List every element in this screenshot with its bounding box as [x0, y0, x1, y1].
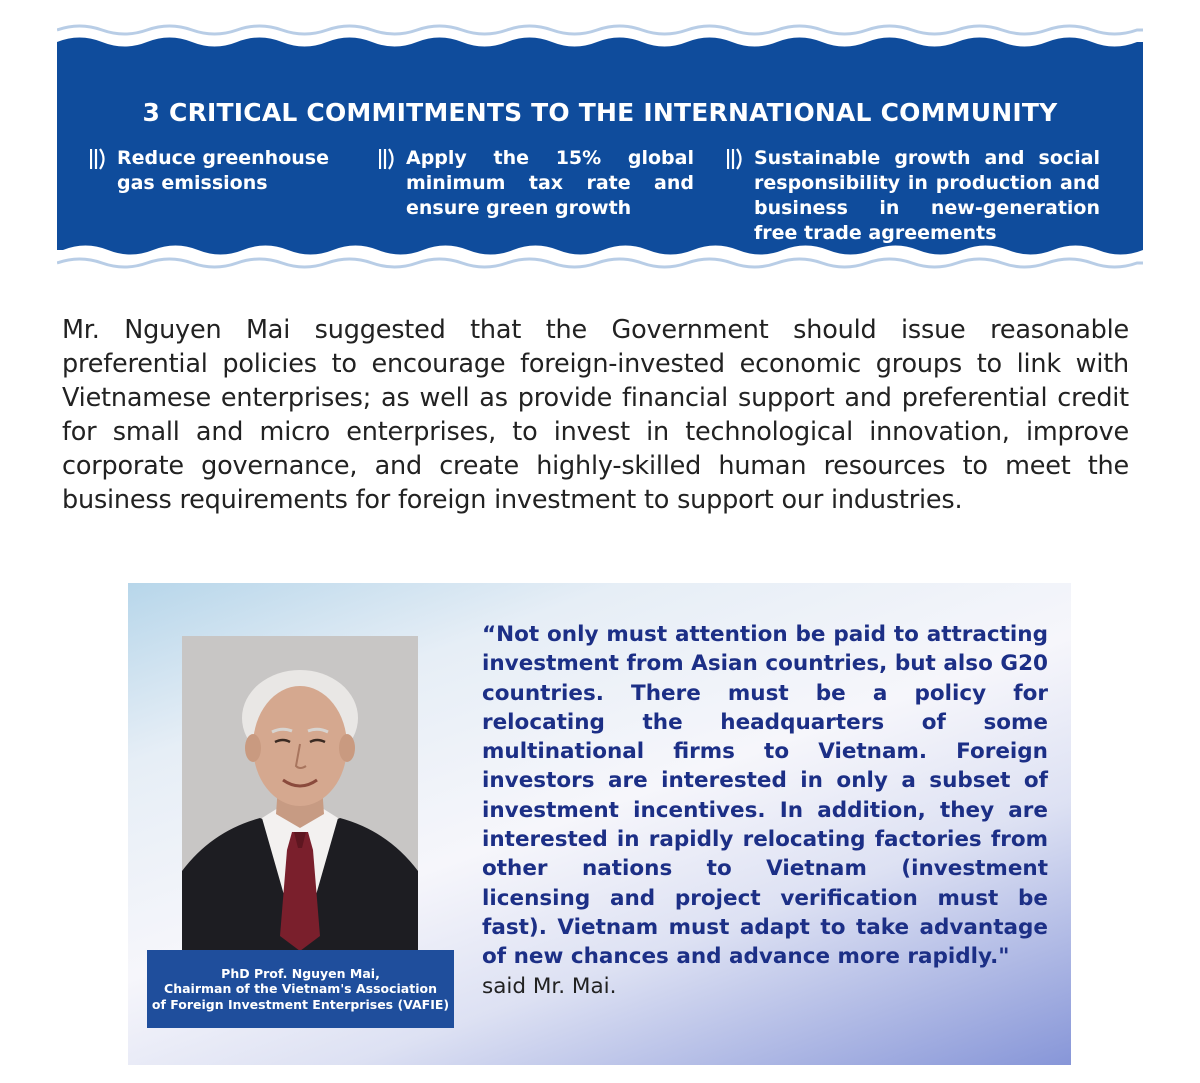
caption-line: Chairman of the Vietnam's Association — [164, 981, 437, 997]
photo-caption — [147, 950, 454, 1028]
commitment-item — [117, 146, 333, 196]
quote-box — [128, 583, 1071, 1065]
triple-chevron-icon — [727, 148, 745, 170]
commitments-banner — [57, 22, 1143, 270]
commitment-text: Apply the 15% global minimum tax rate and ensure green growth — [406, 147, 694, 219]
commitment-text: Reduce greenhouse gas emissions — [117, 147, 329, 194]
caption-line: of Foreign Investment Enterprises (VAFIE) — [151, 996, 450, 1012]
body-paragraph: Mr. Nguyen Mai suggested that the Government should issue reasonable preferential policies to encourage foreign-invested economic groups to link with Vietnamese enterprises; as well as provide financial support and preferential credit for small and micro enterprises, to invest in technological innovation, improve corporate governance, and create highly-skilled human resources to meet the business requirements for foreign investment to support our industries. — [62, 315, 1129, 515]
portrait-illustration — [182, 636, 418, 951]
triple-chevron-icon — [90, 148, 108, 170]
quote-attribution: said Mr. Mai. — [482, 974, 617, 999]
portrait-photo — [182, 636, 418, 951]
triple-chevron-icon — [379, 148, 397, 170]
banner-title: 3 CRITICAL COMMITMENTS TO THE INTERNATIONAL COMMUNITY — [142, 98, 1058, 127]
commitment-text: Sustainable growth and social responsibility in production and business in new-generation free trade agreements — [754, 147, 1100, 244]
commitment-item — [406, 146, 694, 221]
quote-text: “Not only must attention be paid to attracting investment from Asian countries, but also G20 countries. There must be a policy for relocating the headquarters of some multinational firms to Vietnam. Foreign investors are interested in only a subset of investment incentives. In addition, they are interested in rapidly relocating factories from other nations to Vietnam (investment licensing and project verification must be fast). Vietnam must adapt to take advantage of new chances and advance more rapidly." — [482, 622, 1048, 970]
commitment-item — [754, 146, 1100, 246]
caption-line: PhD Prof. Nguyen Mai, — [221, 965, 380, 981]
